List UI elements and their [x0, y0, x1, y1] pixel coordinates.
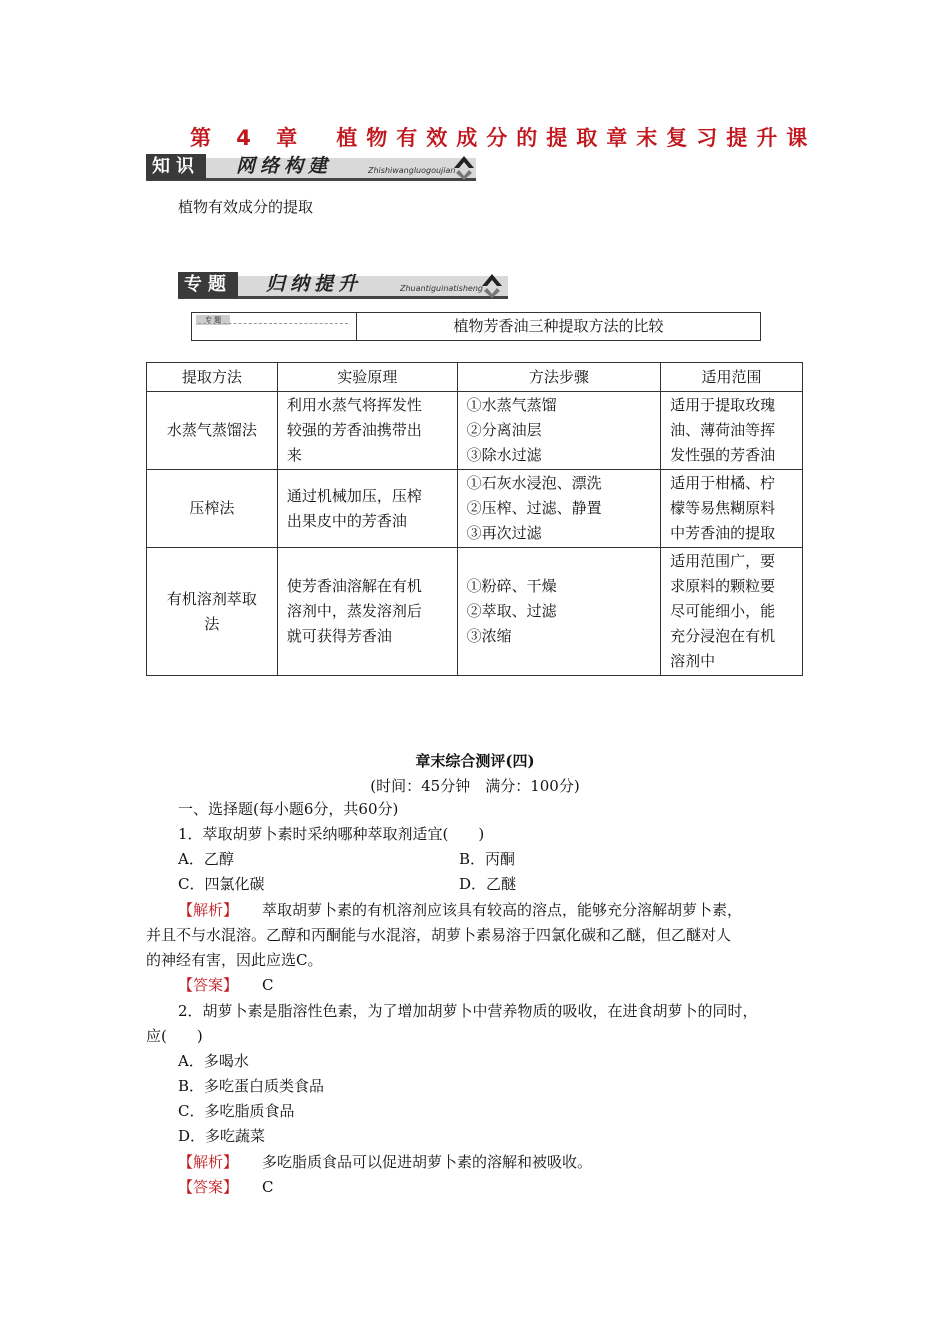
banner-pinyin: Zhishiwangluogoujian [368, 166, 456, 175]
cell-line: 溶剂中 [670, 652, 716, 670]
principle-cell [277, 548, 457, 676]
table-row [147, 470, 803, 548]
cell-line: 利用水蒸气将挥发性 [286, 396, 422, 414]
cell-line: ②压榨、过滤、静置 [466, 499, 602, 517]
knowledge-network-banner [146, 154, 476, 180]
cell-line: ①粉碎、干燥 [466, 577, 557, 595]
cell-line: ①水蒸气蒸馏 [466, 396, 557, 414]
method-cell [147, 470, 278, 548]
cell-line: 檬等易焦糊原料 [670, 499, 776, 517]
table-header: 方法步骤 [457, 363, 661, 392]
principle-cell [277, 470, 457, 548]
option-a: A．乙醇 [178, 850, 234, 868]
chapter-title: 第 4 章 植物有效成分的提取章末复习提升课 [190, 126, 817, 150]
topic-title: 植物芳香油三种提取方法的比较 [453, 317, 664, 335]
cell-line: 发性强的芳香油 [670, 446, 776, 464]
banner-pinyin: Zhuantiguinatisheng [400, 284, 483, 293]
table-header: 实验原理 [277, 363, 457, 392]
option-b: B．多吃蛋白质类食品 [178, 1077, 325, 1095]
cell-line: 适用范围广，要 [670, 552, 776, 570]
answer-label: 【答案】 [178, 976, 239, 994]
analysis-text: 并且不与水混溶。乙醇和丙酮能与水混溶，胡萝卜素易溶于四氯化碳和乙醚，但乙醚对人 [146, 926, 732, 944]
scope-cell [661, 392, 803, 470]
analysis-label: 【解析】 [178, 901, 239, 919]
cell-line: 尽可能细小，能 [670, 602, 776, 620]
cell-line: ①石灰水浸泡、漂洗 [466, 474, 602, 492]
cell-line: 通过机械加压，压榨 [286, 486, 422, 505]
answer-label: 【答案】 [178, 1178, 239, 1196]
cell-line: 较强的芳香油携带出 [286, 421, 422, 439]
banner-main-text: 网络构建 [236, 155, 333, 177]
table-header: 提取方法 [147, 363, 278, 392]
cell-line: 充分浸泡在有机 [670, 627, 776, 645]
method-cell [147, 392, 278, 470]
topic-tag: 专 题 [196, 315, 230, 325]
cell-line: 法 [204, 614, 220, 633]
steps-cell [457, 548, 661, 676]
cell-line: 来 [286, 446, 302, 464]
table-header-row [147, 363, 803, 392]
section-heading: 一、选择题(每小题6分，共60分) [178, 800, 399, 818]
analysis-label: 【解析】 [178, 1153, 239, 1171]
option-c: C．多吃脂质食品 [178, 1102, 295, 1120]
option-d: D．乙醚 [459, 875, 517, 893]
option-a: A．多喝水 [178, 1052, 249, 1070]
steps-cell [457, 392, 661, 470]
test-info: (时间：45分钟 满分：100分) [370, 777, 580, 795]
table-row [147, 548, 803, 676]
answer-value: C [262, 1178, 274, 1196]
analysis-text: 多吃脂质食品可以促进胡萝卜素的溶解和被吸收。 [262, 1153, 593, 1171]
analysis-text: 的神经有害，因此应选C。 [146, 951, 323, 969]
cell-line: ③浓缩 [466, 627, 512, 645]
table-header: 适用范围 [661, 363, 803, 392]
cell-line: 求原料的颗粒要 [670, 577, 776, 595]
banner-main-text: 归纳提升 [266, 273, 363, 295]
comparison-table [146, 362, 803, 676]
cell-line: 油、薄荷油等挥 [670, 421, 776, 439]
cell-line: 就可获得芳香油 [286, 627, 392, 645]
topic-box-label [192, 313, 357, 340]
question-stem: 应( ) [146, 1027, 203, 1045]
steps-cell [457, 470, 661, 548]
scope-cell [661, 470, 803, 548]
cell-line: ②分离油层 [466, 421, 542, 439]
option-c: C．四氯化碳 [178, 875, 265, 893]
scope-cell [661, 548, 803, 676]
network-subheading: 植物有效成分的提取 [178, 198, 314, 216]
banner-tag: 专题 [178, 272, 238, 298]
test-title: 章末综合测评(四) [415, 752, 535, 770]
option-d: D．多吃蔬菜 [178, 1127, 266, 1145]
cell-line: 使芳香油溶解在有机 [286, 577, 422, 595]
arrow-icon [198, 323, 348, 324]
cell-line: ③再次过滤 [466, 524, 542, 542]
banner-tag: 知识 [146, 154, 206, 180]
option-b: B．丙酮 [459, 850, 516, 868]
answer-value: C [262, 976, 274, 994]
banner-logo-icon [480, 272, 504, 298]
cell-line: 水蒸气蒸馏法 [166, 421, 257, 439]
cell-line: 出果皮中的芳香油 [286, 511, 407, 530]
cell-line: 溶剂中，蒸发溶剂后 [286, 602, 422, 620]
analysis-text: 萃取胡萝卜素的有机溶剂应该具有较高的溶点，能够充分溶解胡萝卜素， [262, 901, 743, 919]
cell-line: ③除水过滤 [466, 446, 542, 464]
cell-line: 压榨法 [189, 499, 235, 517]
table-row [147, 392, 803, 470]
cell-line: 中芳香油的提取 [670, 524, 776, 542]
principle-cell [277, 392, 457, 470]
topic-summary-banner [178, 272, 508, 298]
question-stem: 2．胡萝卜素是脂溶性色素，为了增加胡萝卜中营养物质的吸收，在进食胡萝卜的同时， [178, 1002, 758, 1020]
cell-line: 适用于提取玫瑰 [670, 396, 776, 414]
cell-line: ②萃取、过滤 [466, 602, 557, 620]
cell-line: 有机溶剂萃取 [166, 589, 257, 608]
topic-box [191, 312, 761, 341]
method-cell [147, 548, 278, 676]
banner-logo-icon [452, 154, 476, 180]
question-stem: 1．萃取胡萝卜素时采纳哪种萃取剂适宜( ) [178, 825, 485, 843]
cell-line: 适用于柑橘、柠 [670, 474, 776, 492]
